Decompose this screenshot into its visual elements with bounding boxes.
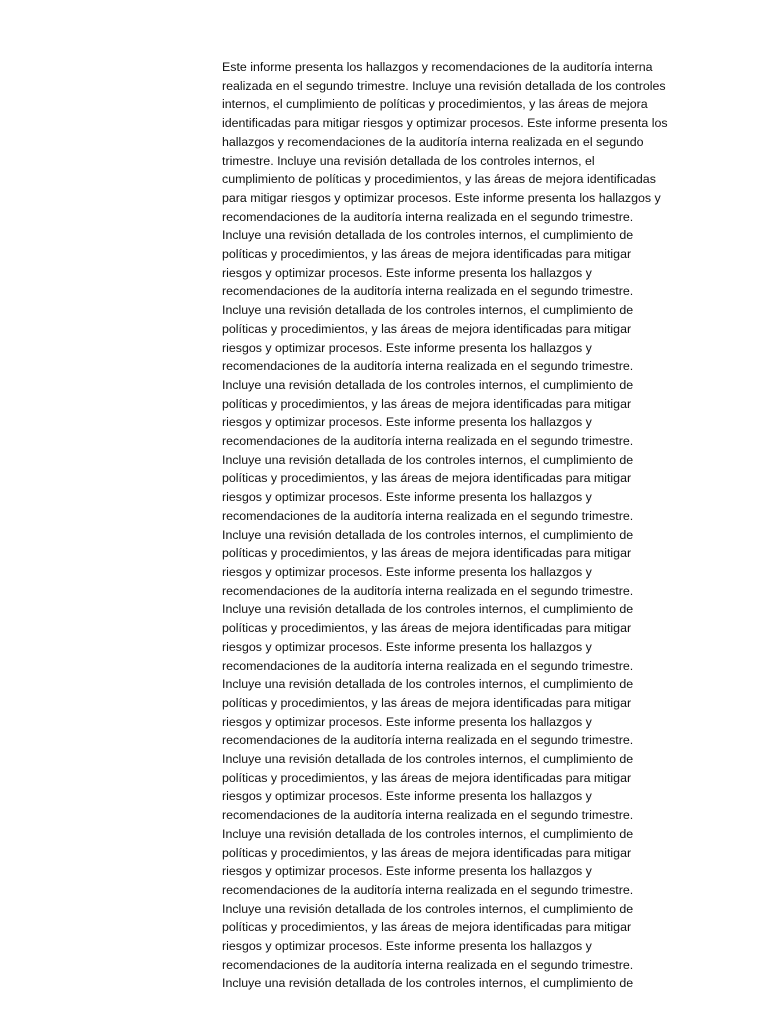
- text-line: Incluye una revisión detallada de los controles internos, el cumplimiento de: [222, 826, 634, 841]
- text-line: Incluye una revisión detallada de los controles internos, el cumplimiento de: [222, 677, 634, 692]
- text-line: riesgos y optimizar procesos. Este informe presenta los hallazgos y: [222, 864, 592, 879]
- text-line: riesgos y optimizar procesos. Este informe presenta los hallazgos y: [222, 789, 592, 804]
- text-line: recomendaciones de la auditoría interna realizada en el segundo trimestre.: [222, 733, 634, 748]
- text-line: recomendaciones de la auditoría interna realizada en el segundo trimestre.: [222, 209, 634, 224]
- text-line: Incluye una revisión detallada de los controles internos, el cumplimiento de: [222, 452, 634, 467]
- text-line: Incluye una revisión detallada de los controles internos, el cumplimiento de: [222, 602, 634, 617]
- text-line: Incluye una revisión detallada de los controles internos, el cumplimiento de: [222, 976, 634, 991]
- text-line: riesgos y optimizar procesos. Este informe presenta los hallazgos y: [222, 639, 592, 654]
- text-line: políticas y procedimientos, y las áreas de mejora identificadas para mitigar: [222, 321, 632, 336]
- text-line: políticas y procedimientos, y las áreas de mejora identificadas para mitigar: [222, 396, 632, 411]
- text-line: riesgos y optimizar procesos. Este informe presenta los hallazgos y: [222, 265, 592, 280]
- text-line: cumplimiento de políticas y procedimientos, y las áreas de mejora identificadas: [222, 172, 656, 187]
- text-line: riesgos y optimizar procesos. Este informe presenta los hallazgos y: [222, 490, 592, 505]
- text-line: Este informe presenta los hallazgos y recomendaciones de la auditoría interna: [222, 60, 653, 74]
- text-line: Incluye una revisión detallada de los controles internos, el cumplimiento de: [222, 901, 634, 916]
- text-line: recomendaciones de la auditoría interna realizada en el segundo trimestre.: [222, 583, 634, 598]
- text-line: Incluye una revisión detallada de los controles internos, el cumplimiento de: [222, 377, 634, 392]
- text-line: recomendaciones de la auditoría interna realizada en el segundo trimestre.: [222, 284, 634, 299]
- text-line: políticas y procedimientos, y las áreas de mejora identificadas para mitigar: [222, 546, 632, 561]
- text-line: internos, el cumplimiento de políticas y procedimientos, y las áreas de mejora: [222, 97, 648, 112]
- text-line: políticas y procedimientos, y las áreas de mejora identificadas para mitigar: [222, 695, 632, 710]
- text-line: recomendaciones de la auditoría interna realizada en el segundo trimestre.: [222, 434, 634, 449]
- text-line: Incluye una revisión detallada de los controles internos, el cumplimiento de: [222, 228, 634, 243]
- text-line: riesgos y optimizar procesos. Este informe presenta los hallazgos y: [222, 714, 592, 729]
- text-line: recomendaciones de la auditoría interna realizada en el segundo trimestre.: [222, 957, 634, 972]
- text-line: recomendaciones de la auditoría interna realizada en el segundo trimestre.: [222, 359, 634, 374]
- text-line: políticas y procedimientos, y las áreas de mejora identificadas para mitigar: [222, 845, 632, 860]
- text-line: Incluye una revisión detallada de los controles internos, el cumplimiento de: [222, 752, 634, 767]
- text-line: riesgos y optimizar procesos. Este informe presenta los hallazgos y: [222, 564, 592, 579]
- text-line: políticas y procedimientos, y las áreas de mejora identificadas para mitigar: [222, 920, 632, 935]
- text-line: Incluye una revisión detallada de los controles internos, el cumplimiento de: [222, 303, 634, 318]
- text-line: realizada en el segundo trimestre. Incluye una revisión detallada de los controles: [222, 78, 666, 93]
- text-line: políticas y procedimientos, y las áreas de mejora identificadas para mitigar: [222, 247, 632, 262]
- body-paragraph: [222, 58, 712, 993]
- text-line: riesgos y optimizar procesos. Este informe presenta los hallazgos y: [222, 415, 592, 430]
- text-line: políticas y procedimientos, y las áreas de mejora identificadas para mitigar: [222, 621, 632, 636]
- text-line: recomendaciones de la auditoría interna realizada en el segundo trimestre.: [222, 808, 634, 823]
- text-line: recomendaciones de la auditoría interna realizada en el segundo trimestre.: [222, 508, 634, 523]
- text-line: riesgos y optimizar procesos. Este informe presenta los hallazgos y: [222, 939, 592, 954]
- text-line: hallazgos y recomendaciones de la auditoría interna realizada en el segundo: [222, 134, 644, 149]
- text-line: recomendaciones de la auditoría interna realizada en el segundo trimestre.: [222, 658, 634, 673]
- text-line: para mitigar riesgos y optimizar procesos. Este informe presenta los hallazgos y: [222, 190, 661, 205]
- text-line: trimestre. Incluye una revisión detallada de los controles internos, el: [222, 153, 595, 168]
- text-line: políticas y procedimientos, y las áreas de mejora identificadas para mitigar: [222, 770, 632, 785]
- text-line: Incluye una revisión detallada de los controles internos, el cumplimiento de: [222, 527, 634, 542]
- text-line: riesgos y optimizar procesos. Este informe presenta los hallazgos y: [222, 340, 592, 355]
- text-line: recomendaciones de la auditoría interna realizada en el segundo trimestre.: [222, 882, 634, 897]
- text-line: políticas y procedimientos, y las áreas de mejora identificadas para mitigar: [222, 471, 632, 486]
- text-line: identificadas para mitigar riesgos y optimizar procesos. Este informe presenta los: [222, 116, 668, 131]
